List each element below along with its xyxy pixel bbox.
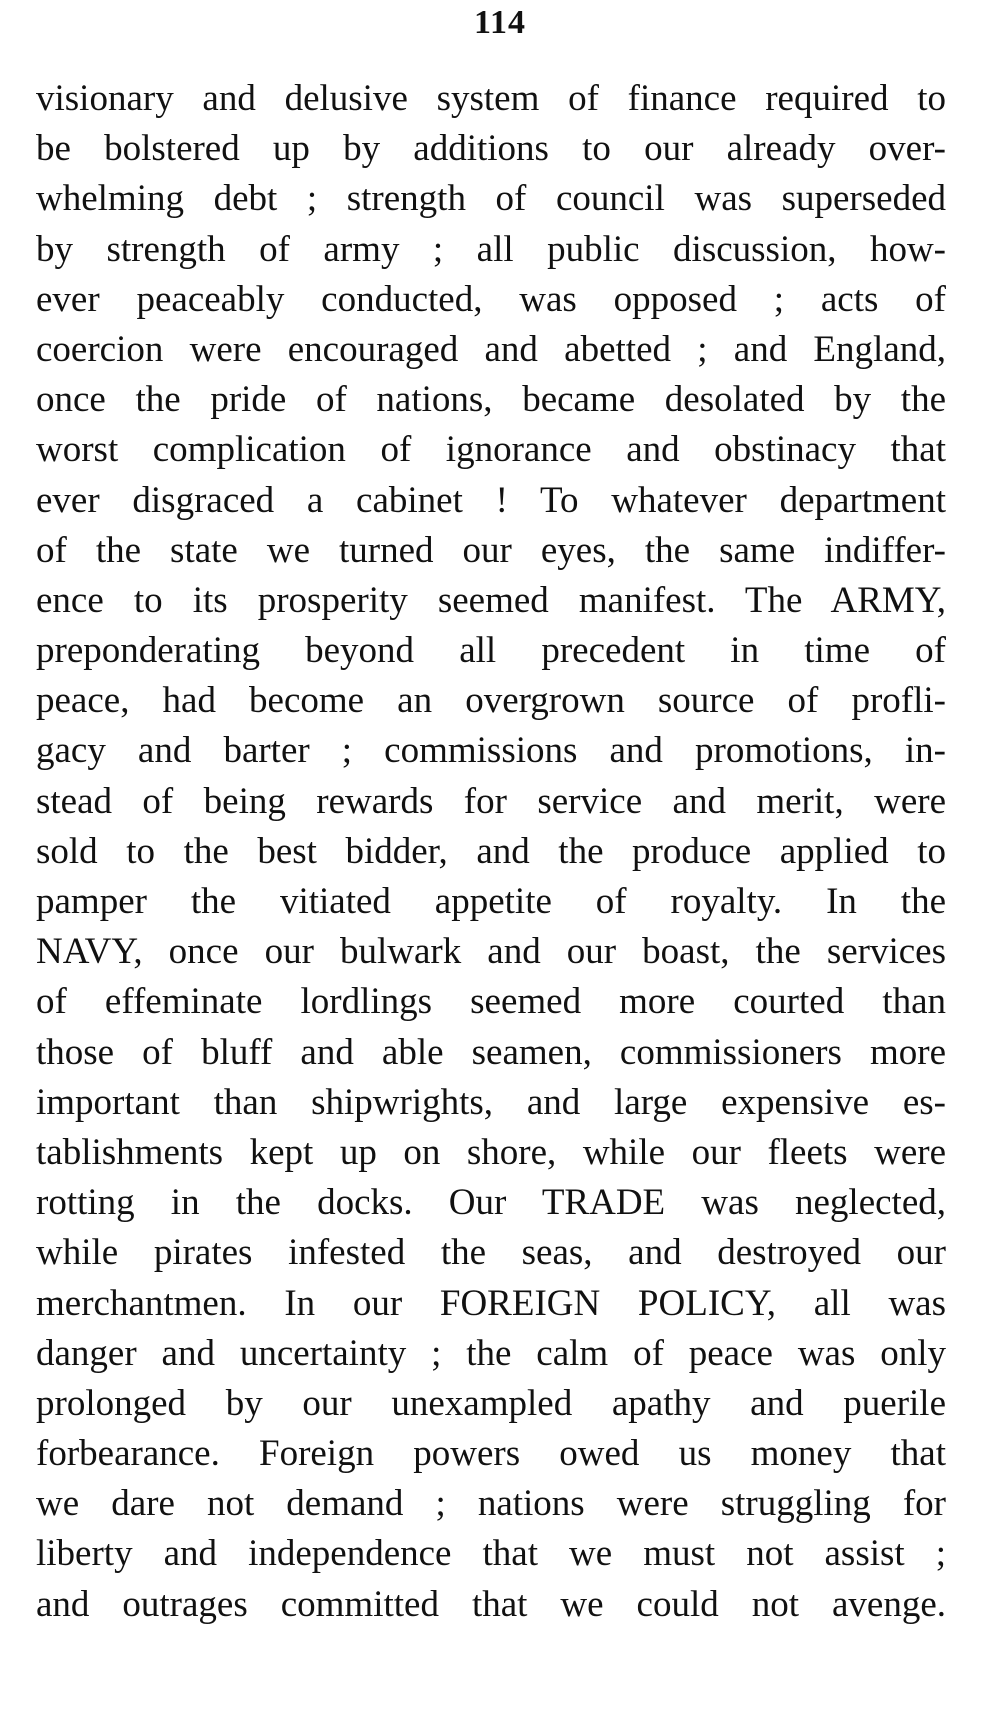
page-number: 114 xyxy=(473,4,527,41)
text-line: rotting in the docks. Our TRADE was neglected, xyxy=(36,1182,946,1224)
text-line: gacy and barter ; commissions and promotions, in- xyxy=(36,730,946,772)
text-line: prolonged by our unexampled apathy and puerile xyxy=(36,1382,946,1424)
text-line: forbearance. Foreign powers owed us money that xyxy=(36,1433,946,1475)
text-line: be bolstered up by additions to our already over- xyxy=(36,128,946,170)
text-line: ence to its prosperity seemed manifest. The ARMY, xyxy=(36,579,946,621)
text-line: we dare not demand ; nations were struggling for xyxy=(36,1483,946,1525)
text-line: NAVY, once our bulwark and our boast, the services xyxy=(36,931,946,973)
text-line: coercion were encouraged and abetted ; and England, xyxy=(36,328,946,370)
text-line: of effeminate lordlings seemed more courted than xyxy=(36,981,946,1023)
body-text xyxy=(36,74,946,1630)
text-line: peace, had become an overgrown source of profli- xyxy=(36,680,946,722)
text-line: important than shipwrights, and large expensive es- xyxy=(36,1081,946,1123)
text-line: stead of being rewards for service and merit, were xyxy=(36,780,946,822)
text-line: merchantmen. In our FOREIGN POLICY, all was xyxy=(36,1282,946,1324)
text-line: ever disgraced a cabinet ! To whatever department xyxy=(36,479,946,521)
text-line: ever peaceably conducted, was opposed ; acts of xyxy=(36,278,946,320)
text-line: preponderating beyond all precedent in time of xyxy=(36,630,946,672)
text-line: worst complication of ignorance and obstinacy that xyxy=(36,429,946,471)
text-line: by strength of army ; all public discussion, how- xyxy=(36,228,946,270)
text-line: pamper the vitiated appetite of royalty. In the xyxy=(36,881,946,922)
text-line: of the state we turned our eyes, the same indiffer- xyxy=(36,529,946,571)
text-line: once the pride of nations, became desolated by the xyxy=(36,379,946,421)
text-line: and outrages committed that we could not avenge. xyxy=(36,1583,946,1625)
text-line: liberty and independence that we must not assist ; xyxy=(36,1533,946,1575)
text-line: those of bluff and able seamen, commissioners more xyxy=(36,1031,946,1073)
text-line: tablishments kept up on shore, while our fleets were xyxy=(36,1131,946,1173)
text-line: while pirates infested the seas, and destroyed our xyxy=(36,1232,946,1274)
text-line: whelming debt ; strength of council was superseded xyxy=(36,178,946,220)
text-line: danger and uncertainty ; the calm of peace was only xyxy=(36,1332,946,1374)
text-line: sold to the best bidder, and the produce applied to xyxy=(36,830,946,872)
text-line: visionary and delusive system of finance required to xyxy=(36,78,946,119)
